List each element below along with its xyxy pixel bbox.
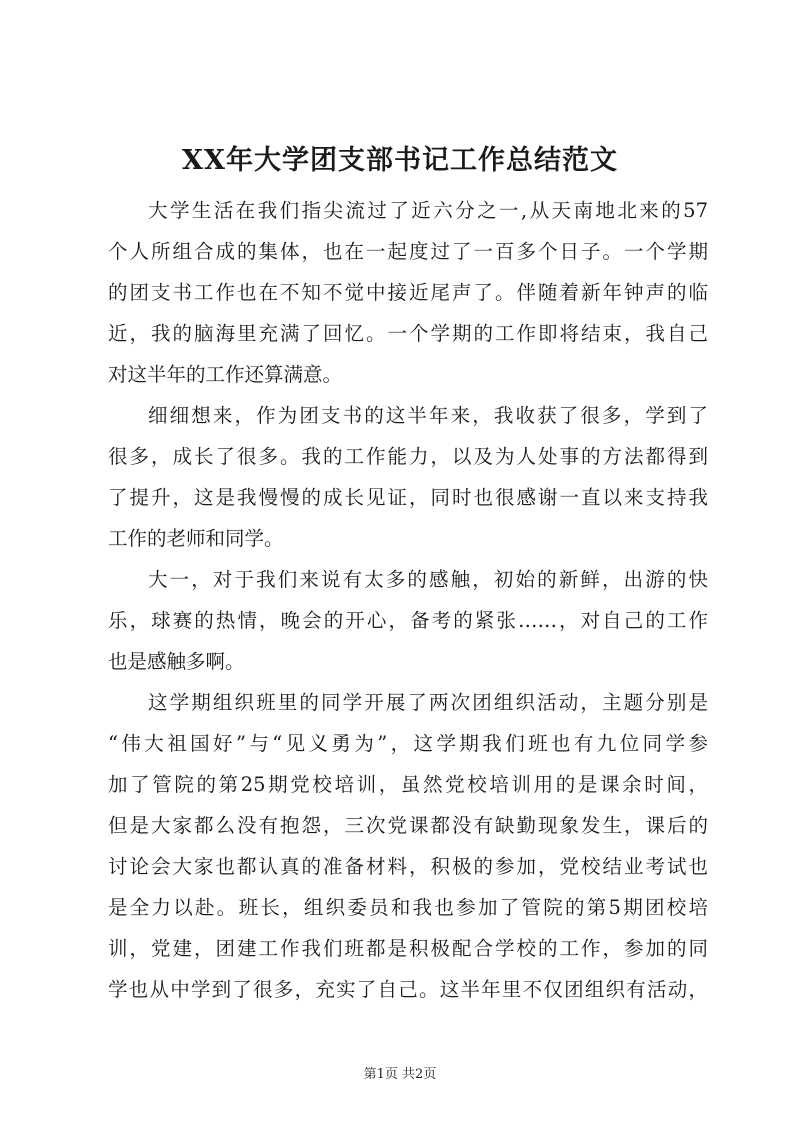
text-line: 加了管院的第25期党校培训，虽然党校培训用的是课余时间， bbox=[108, 773, 708, 796]
text-line: 讨论会大家也都认真的准备材料，积极的参加，党校结业考试也 bbox=[108, 855, 708, 878]
paragraph bbox=[108, 559, 708, 682]
text-line: 也是感触多啊。 bbox=[108, 650, 245, 673]
text-line: 工作的老师和同学。 bbox=[108, 527, 284, 550]
text-line: 但是大家都么没有抱怨，三次党课都没有缺勤现象发生，课后的 bbox=[108, 814, 708, 837]
text-line: “伟大祖国好”与“见义勇为”，这学期我们班也有九位同学参 bbox=[108, 732, 708, 755]
text-line: 训，党建，团建工作我们班都是积极配合学校的工作，参加的同 bbox=[108, 937, 708, 960]
document-body bbox=[108, 190, 708, 1010]
text-line: 对这半年的工作还算满意。 bbox=[108, 363, 343, 386]
text-line: 是全力以赴。班长，组织委员和我也参加了管院的第5期团校培 bbox=[108, 896, 708, 919]
paragraph bbox=[108, 682, 708, 1010]
text-line: 大一，对于我们来说有太多的感触，初始的新鲜，出游的快 bbox=[148, 568, 708, 591]
text-line: 很多，成长了很多。我的工作能力，以及为人处事的方法都得到 bbox=[108, 445, 708, 468]
paragraph bbox=[108, 190, 708, 395]
text-line: 了提升，这是我慢慢的成长见证，同时也很感谢一直以来支持我 bbox=[108, 486, 708, 509]
text-line: 这学期组织班里的同学开展了两次团组织活动，主题分别是 bbox=[148, 691, 708, 714]
document-title: XX年大学团支部书记工作总结范文 bbox=[182, 145, 618, 176]
text-line: 个人所组合成的集体，也在一起度过了一百多个日子。一个学期 bbox=[108, 240, 708, 263]
paragraph bbox=[108, 395, 708, 559]
text-line: 的团支书工作也在不知不觉中接近尾声了。伴随着新年钟声的临 bbox=[108, 281, 708, 304]
text-line: 乐，球赛的热情，晚会的开心，备考的紧张……，对自己的工作 bbox=[108, 609, 708, 632]
text-line: 细细想来，作为团支书的这半年来，我收获了很多，学到了 bbox=[148, 404, 708, 427]
page-footer: 第1页 共2页 bbox=[363, 1067, 437, 1082]
text-line: 大学生活在我们指尖流过了近六分之一,从天南地北来的57 bbox=[148, 199, 708, 222]
text-line: 学也从中学到了很多，充实了自己。这半年里不仅团组织有活动， bbox=[108, 978, 708, 1001]
text-line: 近，我的脑海里充满了回忆。一个学期的工作即将结束，我自己 bbox=[108, 322, 708, 345]
